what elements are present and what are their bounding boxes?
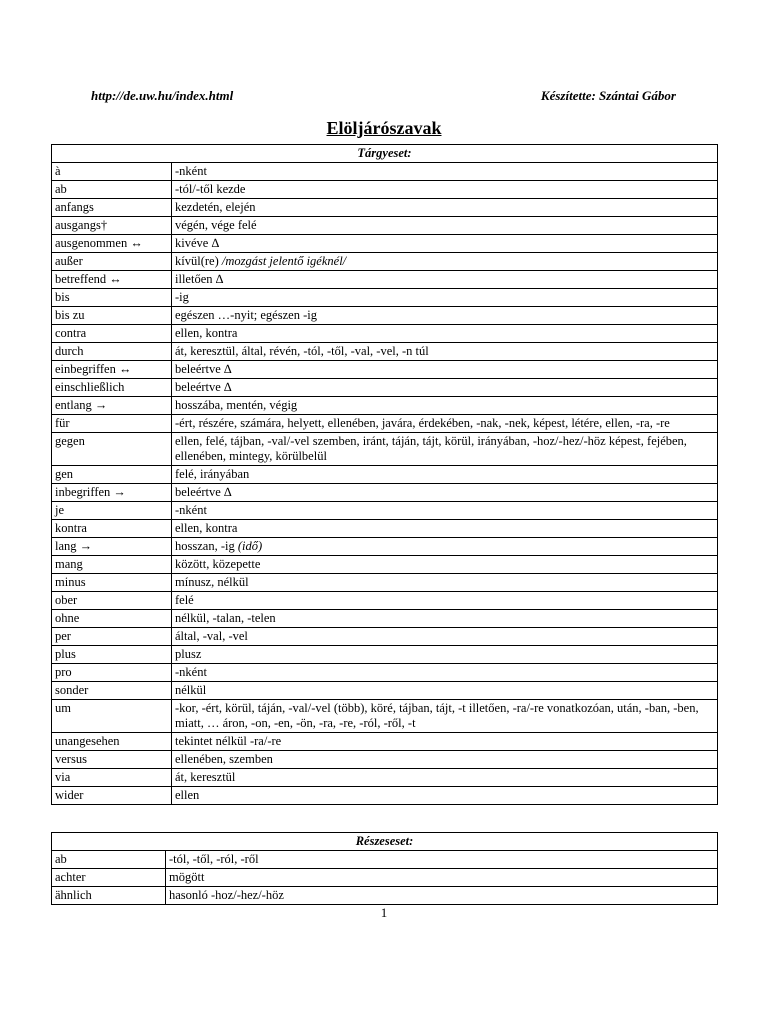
meaning-text: ellen, kontra [175,326,238,340]
german-word: bis zu [52,307,172,325]
german-word: für [52,415,172,433]
section-header-row [52,145,718,163]
table-row [52,307,718,325]
table-row [52,751,718,769]
table-row [52,415,718,433]
meaning-text: mínusz, nélkül [175,575,249,589]
hungarian-meaning [172,415,718,433]
table-row [52,733,718,751]
hungarian-meaning [172,502,718,520]
german-word: plus [52,646,172,664]
meaning-text: beleértve ∆ [175,485,232,499]
meaning-text: illetően ∆ [175,272,224,286]
german-word: ober [52,592,172,610]
meaning-text: ellenében, szemben [175,752,273,766]
hungarian-meaning [172,325,718,343]
hungarian-meaning [172,556,718,574]
german-word: contra [52,325,172,343]
meaning-text: -ig [175,290,189,304]
german-word: ausgangs† [52,217,172,235]
hungarian-meaning [172,592,718,610]
section-heading: Tárgyeset: [52,145,718,163]
hungarian-meaning [172,538,718,556]
german-word: gegen [52,433,172,466]
german-word: ähnlich [52,887,166,905]
german-word: je [52,502,172,520]
meaning-text: -tól/-től kezde [175,182,246,196]
german-word: versus [52,751,172,769]
table-row [52,361,718,379]
hungarian-meaning [172,379,718,397]
german-word: wider [52,787,172,805]
hungarian-meaning [166,851,718,869]
german-word: minus [52,574,172,592]
german-word: bis [52,289,172,307]
meaning-text: végén, vége felé [175,218,257,232]
meaning-text: hasonló -hoz/-hez/-höz [169,888,284,902]
hungarian-meaning [172,787,718,805]
hungarian-meaning [172,520,718,538]
meaning-text: ellen, felé, tájban, -val/-vel szemben, iránt, táján, tájt, körül, irányában, -hoz/-hez/-höz képest, fejében, ellenében, mintegy, körülbelül [175,434,687,463]
german-word: mang [52,556,172,574]
genitive-table [51,832,718,905]
table-row [52,628,718,646]
table-row [52,574,718,592]
table-row [52,610,718,628]
hungarian-meaning [172,343,718,361]
header-author: Készítette: Szántai Gábor [540,88,676,103]
table-row [52,851,718,869]
section-heading: Részeseset: [52,833,718,851]
table-row [52,289,718,307]
hungarian-meaning [172,235,718,253]
table-row [52,769,718,787]
hungarian-meaning [172,397,718,415]
table-row [52,682,718,700]
table-row [52,163,718,181]
table-row [52,235,718,253]
hungarian-meaning [172,751,718,769]
hungarian-meaning [172,484,718,502]
meaning-text: nélkül [175,683,207,697]
german-word: lang → [52,538,172,556]
hungarian-meaning [172,769,718,787]
german-word: einbegriffen ↔ [52,361,172,379]
hungarian-meaning [172,163,718,181]
german-word: unangesehen [52,733,172,751]
hungarian-meaning [166,869,718,887]
table-row [52,325,718,343]
table-row [52,700,718,733]
meaning-text: egészen …-nyit; egészen -ig [175,308,317,322]
table-row [52,397,718,415]
hungarian-meaning [172,181,718,199]
german-word: um [52,700,172,733]
german-word: einschließlich [52,379,172,397]
hungarian-meaning [172,307,718,325]
hungarian-meaning [172,574,718,592]
meaning-text: -nként [175,503,207,517]
meaning-text: -tól, -től, -ról, -ről [169,852,259,866]
meaning-text: hosszába, mentén, végig [175,398,298,412]
german-word: ab [52,851,166,869]
table-row [52,520,718,538]
hungarian-meaning [172,199,718,217]
table-row [52,379,718,397]
german-word: ohne [52,610,172,628]
table-row [52,592,718,610]
table-row [52,343,718,361]
table-row [52,787,718,805]
german-word: außer [52,253,172,271]
german-word: durch [52,343,172,361]
hungarian-meaning [172,466,718,484]
meaning-text: kívül(re) [175,254,219,268]
table-row [52,181,718,199]
meaning-text: kivéve ∆ [175,236,220,250]
table-row [52,538,718,556]
meaning-text: át, keresztül [175,770,236,784]
meaning-text: hosszan, -ig [175,539,235,553]
hungarian-meaning [172,682,718,700]
table-row [52,646,718,664]
table-row [52,433,718,466]
table-row [52,869,718,887]
table-row [52,466,718,484]
meaning-text: kezdetén, elején [175,200,256,214]
table-row [52,502,718,520]
page-title: Elöljárószavak [326,118,442,138]
accusative-table [51,144,718,805]
meaning-text: tekintet nélkül -ra/-re [175,734,282,748]
meaning-text: felé [175,593,194,607]
meaning-text: ellen [175,788,200,802]
hungarian-meaning [172,217,718,235]
meaning-text: plusz [175,647,202,661]
german-word: kontra [52,520,172,538]
meaning-text: nélkül, -talan, -telen [175,611,276,625]
table-row [52,199,718,217]
meaning-note: /mozgást jelentő igéknél/ [221,254,347,268]
meaning-text: ellen, kontra [175,521,238,535]
table-row [52,253,718,271]
german-word: gen [52,466,172,484]
table-row [52,887,718,905]
hungarian-meaning [172,433,718,466]
german-word: via [52,769,172,787]
hungarian-meaning [172,628,718,646]
meaning-text: beleértve ∆ [175,362,232,376]
meaning-text: között, közepette [175,557,261,571]
page-number: 1 [380,905,388,920]
german-word: ausgenommen ↔ [52,235,172,253]
meaning-text: beleértve ∆ [175,380,232,394]
german-word: sonder [52,682,172,700]
german-word: inbegriffen → [52,484,172,502]
table-row [52,271,718,289]
meaning-text: felé, irányában [175,467,250,481]
meaning-text: -kor, -ért, körül, táján, -val/-vel (több), köré, tájban, tájt, -t illetően, -ra/-re vonatkozóan, után, -ban, -ben, miatt, … áron, -on, -en, -ön, -ra, -re, -ról, -ről, -t [175,701,699,730]
meaning-text: -nként [175,164,207,178]
meaning-text: mögött [169,870,205,884]
german-word: pro [52,664,172,682]
meaning-note: (idő) [237,539,263,553]
hungarian-meaning [172,271,718,289]
german-word: à [52,163,172,181]
meaning-text: által, -val, -vel [175,629,248,643]
german-word: achter [52,869,166,887]
german-word: per [52,628,172,646]
table-row [52,484,718,502]
hungarian-meaning [172,289,718,307]
meaning-text: -nként [175,665,207,679]
meaning-text: -ért, részére, számára, helyett, ellenében, javára, érdekében, -nak, -nek, képest, létére, ellen, -ra, -re [175,416,670,430]
german-word: anfangs [52,199,172,217]
hungarian-meaning [172,253,718,271]
table-row [52,217,718,235]
header-url: http://de.uw.hu/index.html [91,88,234,103]
hungarian-meaning [172,610,718,628]
hungarian-meaning [172,700,718,733]
hungarian-meaning [166,887,718,905]
table-row [52,664,718,682]
hungarian-meaning [172,646,718,664]
hungarian-meaning [172,664,718,682]
hungarian-meaning [172,361,718,379]
table-row [52,556,718,574]
meaning-text: át, keresztül, által, révén, -tól, -től, -val, -vel, -n túl [175,344,429,358]
german-word: ab [52,181,172,199]
hungarian-meaning [172,733,718,751]
german-word: betreffend ↔ [52,271,172,289]
german-word: entlang → [52,397,172,415]
section-header-row [52,833,718,851]
